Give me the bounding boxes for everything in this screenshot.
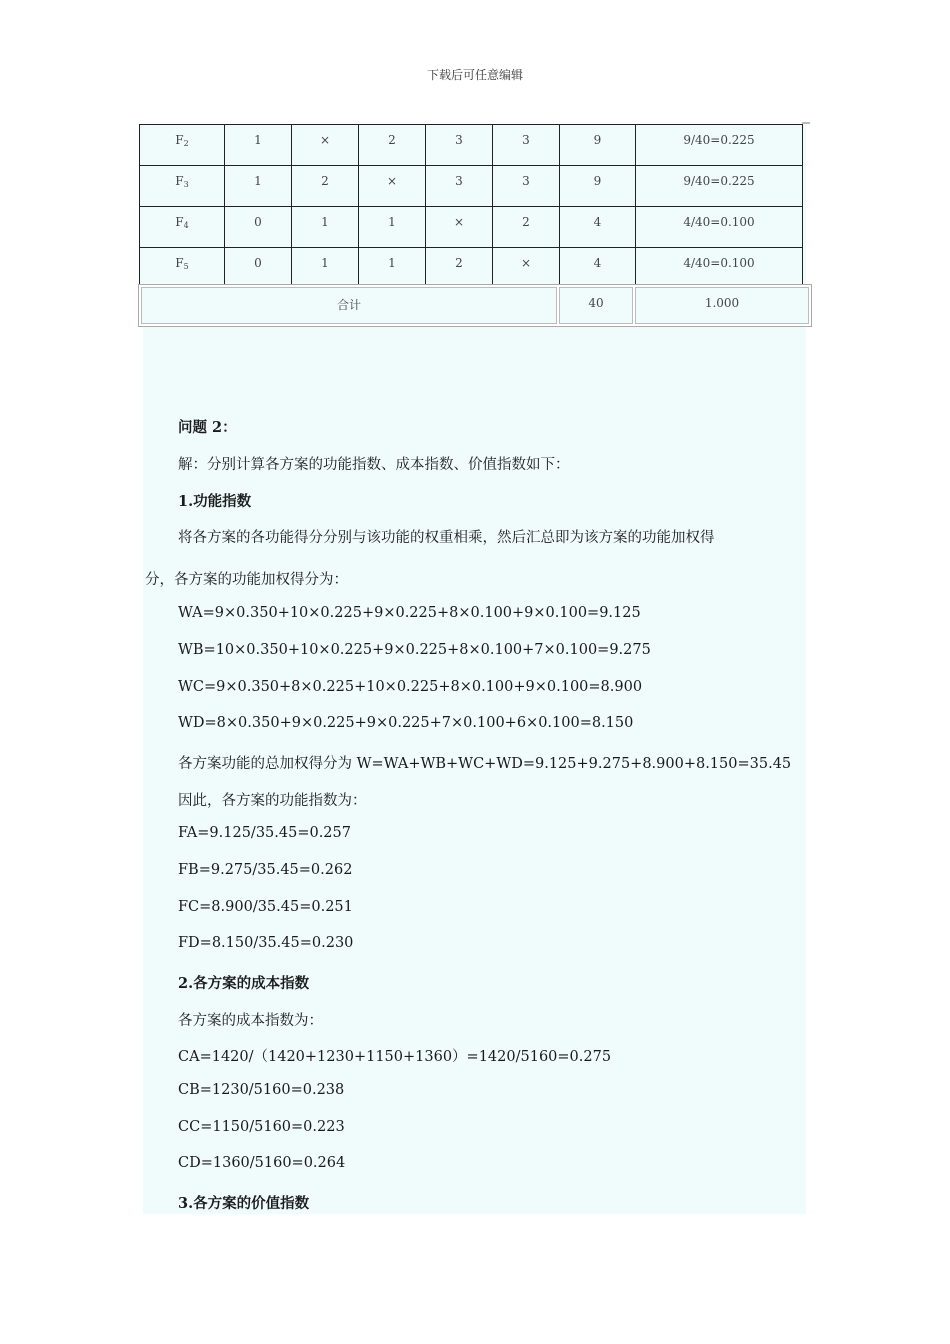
scoring-table [139,124,803,289]
paragraph-line: 将各方案的各功能得分分别与该功能的权重相乘，然后汇总即为该方案的功能加权得 [178,530,715,546]
formula-fb: FB=9.275/35.45=0.262 [178,862,353,878]
function-index-intro: 因此，各方案的功能指数为： [178,793,367,809]
solution-intro: 解：分别计算各方案的功能指数、成本指数、价值指数如下： [178,457,570,473]
table-row [140,125,803,166]
total-table [138,284,812,327]
table-cell: 1 [292,207,359,248]
score-sum-cell: 4 [560,207,636,248]
table-cell: 3 [493,166,560,207]
total-sum: 40 [559,287,633,324]
table-cell: 2 [292,166,359,207]
formula-wd: WD=8×0.350+9×0.225+9×0.225+7×0.100+6×0.100=8.150 [178,715,634,731]
formula-wb: WB=10×0.350+10×0.225+9×0.225+8×0.100+7×0.100=9.275 [178,642,651,658]
formula-ca: CA=1420/（1420+1230+1150+1360）=1420/5160=0.275 [178,1049,612,1065]
function-label: F5 [140,248,225,289]
score-sum-cell: 9 [560,125,636,166]
table-row [140,166,803,207]
table-cell: × [359,166,426,207]
table-cell: 2 [493,207,560,248]
formula-cc: CC=1150/5160=0.223 [178,1119,345,1135]
table-cell: 1 [225,125,292,166]
table-row [140,207,803,248]
cost-index-intro: 各方案的成本指数为： [178,1013,323,1029]
table-row [140,248,803,289]
table-edge-mark [802,122,810,124]
total-row [141,287,809,324]
formula-total-weight: 各方案功能的总加权得分为 W=WA+WB+WC+WD=9.125+9.275+8.900+8.150=35.45 [178,756,792,772]
weight-cell: 9/40=0.225 [636,125,803,166]
table-cell: 1 [292,248,359,289]
function-label: F3 [140,166,225,207]
table-cell: 1 [225,166,292,207]
score-sum-cell: 4 [560,248,636,289]
page-header: 下载后可任意编辑 [426,68,523,82]
total-weight: 1.000 [635,287,809,324]
weight-cell: 4/40=0.100 [636,248,803,289]
table-cell: 0 [225,207,292,248]
table-cell: 0 [225,248,292,289]
formula-cb: CB=1230/5160=0.238 [178,1082,345,1098]
table-cell: 1 [359,207,426,248]
table-cell: 3 [426,125,493,166]
table-cell: 2 [359,125,426,166]
table-cell: × [426,207,493,248]
function-label: F4 [140,207,225,248]
weight-cell: 4/40=0.100 [636,207,803,248]
table-cell: 2 [426,248,493,289]
formula-cd: CD=1360/5160=0.264 [178,1155,346,1171]
formula-wa: WA=9×0.350+10×0.225+9×0.225+8×0.100+9×0.100=9.125 [178,605,641,621]
section-heading-value-index: 3.各方案的价值指数 [178,1195,310,1212]
formula-fc: FC=8.900/35.45=0.251 [178,899,353,915]
question-heading: 问题 2： [178,419,237,436]
section-heading-function-index: 1.功能指数 [178,493,252,510]
weight-cell: 9/40=0.225 [636,166,803,207]
formula-fa: FA=9.125/35.45=0.257 [178,825,351,841]
table-cell: 3 [426,166,493,207]
formula-fd: FD=8.150/35.45=0.230 [178,935,354,951]
score-sum-cell: 9 [560,166,636,207]
function-label: F2 [140,125,225,166]
paragraph-line: 分，各方案的功能加权得分为： [145,572,348,588]
formula-wc: WC=9×0.350+8×0.225+10×0.225+8×0.100+9×0.100=8.900 [178,679,643,695]
table-cell: 1 [359,248,426,289]
total-label: 合计 [141,287,557,324]
table-cell: × [493,248,560,289]
table-cell: 3 [493,125,560,166]
table-cell: × [292,125,359,166]
section-heading-cost-index: 2.各方案的成本指数 [178,975,310,992]
